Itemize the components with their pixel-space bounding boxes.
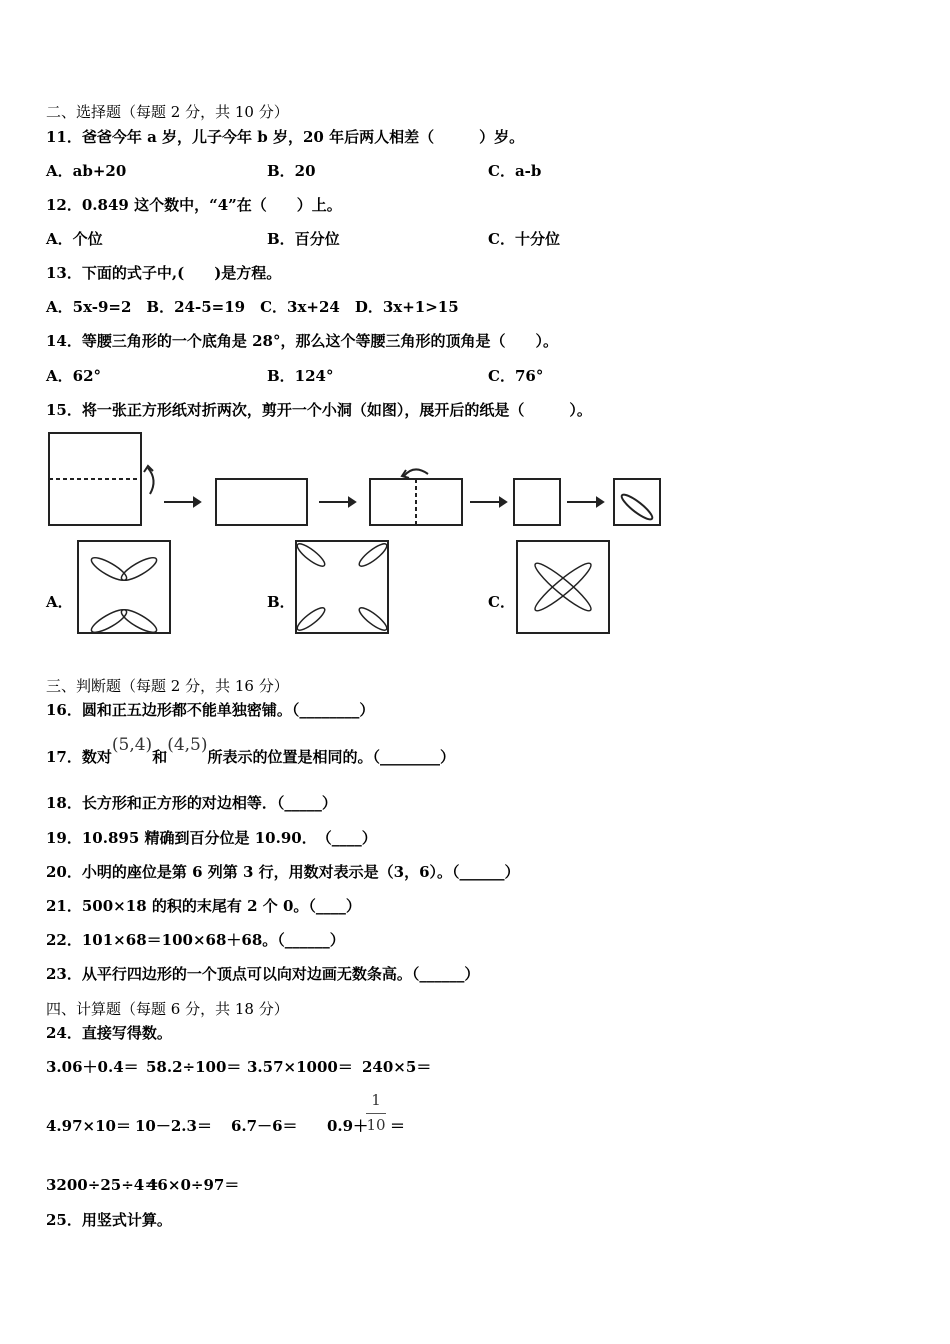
section-judge-title: 三、判断题（每题 2 分，共 16 分）	[46, 677, 289, 695]
q24-item-10: 46×0÷97＝	[147, 1176, 240, 1194]
section-calc-title: 四、计算题（每题 6 分，共 18 分）	[46, 1000, 289, 1018]
q15-option-a-figure	[76, 539, 172, 635]
q24-item-9: 3200÷25÷4＝	[46, 1176, 160, 1194]
q24-item-8-equals: ＝	[390, 1117, 406, 1135]
q24-item-1: 3.06＋0.4＝	[46, 1058, 139, 1076]
q24-item-2: 58.2÷100＝	[146, 1058, 242, 1076]
fraction-bar	[366, 1113, 386, 1114]
q24-item-7: 6.7－6＝	[231, 1117, 298, 1135]
q11-option-b: B．20	[267, 162, 316, 180]
cut-hole	[619, 491, 655, 522]
q18: 18．长方形和正方形的对边相等．（_____）	[46, 794, 337, 812]
q13-stem: 13．下面的式子中,( )是方程。	[46, 264, 282, 282]
q17-mid: 和	[152, 748, 168, 766]
q14-stem: 14．等腰三角形的一个底角是 28°，那么这个等腰三角形的顶角是（ ）。	[46, 332, 558, 350]
q11-stem: 11．爸爸今年 a 岁，儿子今年 b 岁，20 年后两人相差（ ）岁。	[46, 128, 525, 146]
small-square-paper	[514, 479, 560, 525]
q17-pair-1: (5,4)	[111, 735, 153, 755]
q15-stem: 15．将一张正方形纸对折两次，剪开一个小洞（如图），展开后的纸是（ ）。	[46, 401, 592, 419]
fold-arrow-1	[148, 468, 154, 494]
q15-option-a: A．	[46, 593, 73, 611]
q11-option-c: C．a-b	[488, 162, 542, 180]
q17-pre: 17．数对	[46, 748, 112, 766]
q24-item-5: 4.97×10＝	[46, 1117, 131, 1135]
q15-option-b: B．	[267, 593, 295, 611]
section-choice-title: 二、选择题（每题 2 分，共 10 分）	[46, 103, 289, 121]
folding-diagram	[40, 428, 680, 532]
q24-item-3: 3.57×1000＝	[247, 1058, 353, 1076]
q21: 21．500×18 的积的末尾有 2 个 0。（____）	[46, 897, 361, 915]
q12-stem: 12．0.849 这个数中，“4”在（ ）上。	[46, 196, 342, 214]
q14-option-b: B．124°	[267, 367, 334, 385]
fold-arrow-2	[404, 469, 428, 476]
q24-item-6: 10－2.3＝	[135, 1117, 212, 1135]
q16: 16．圆和正五边形都不能单独密铺。（________）	[46, 701, 375, 719]
q12-option-a: A．个位	[46, 230, 103, 248]
q13-options: A．5x-9=2 B．24-5=19 C．3x+24 D．3x+1>15	[46, 298, 459, 316]
q24-stem: 24．直接写得数。	[46, 1024, 172, 1042]
q12-option-b: B．百分位	[267, 230, 340, 248]
q15-option-b-figure	[294, 539, 390, 635]
fraction-denominator: 10	[366, 1116, 386, 1134]
q11-option-a: A．ab+20	[46, 162, 127, 180]
q17-pair-2: (4,5)	[167, 735, 208, 755]
rectangle-paper	[216, 479, 307, 525]
q15-option-c-figure	[515, 539, 611, 635]
q25-stem: 25．用竖式计算。	[46, 1211, 172, 1229]
q15-option-c: C．	[488, 593, 515, 611]
q20: 20．小明的座位是第 6 列第 3 行，用数对表示是（3，6）。（______）	[46, 863, 520, 881]
q19: 19．10.895 精确到百分位是 10.90． （____）	[46, 829, 377, 847]
q17	[46, 735, 456, 767]
q24-item-4: 240×5＝	[362, 1058, 432, 1076]
q22: 22．101×68＝100×68＋68。（______）	[46, 931, 345, 949]
q24-item-8: 0.9＋	[327, 1117, 369, 1135]
fraction-numerator: 1	[371, 1091, 381, 1109]
q23: 23．从平行四边形的一个顶点可以向对边画无数条高。（______）	[46, 965, 480, 983]
q17-post: 所表示的位置是相同的。（________）	[207, 748, 456, 766]
q12-option-c: C．十分位	[488, 230, 560, 248]
q14-option-a: A．62°	[46, 367, 102, 385]
q14-option-c: C．76°	[488, 367, 544, 385]
